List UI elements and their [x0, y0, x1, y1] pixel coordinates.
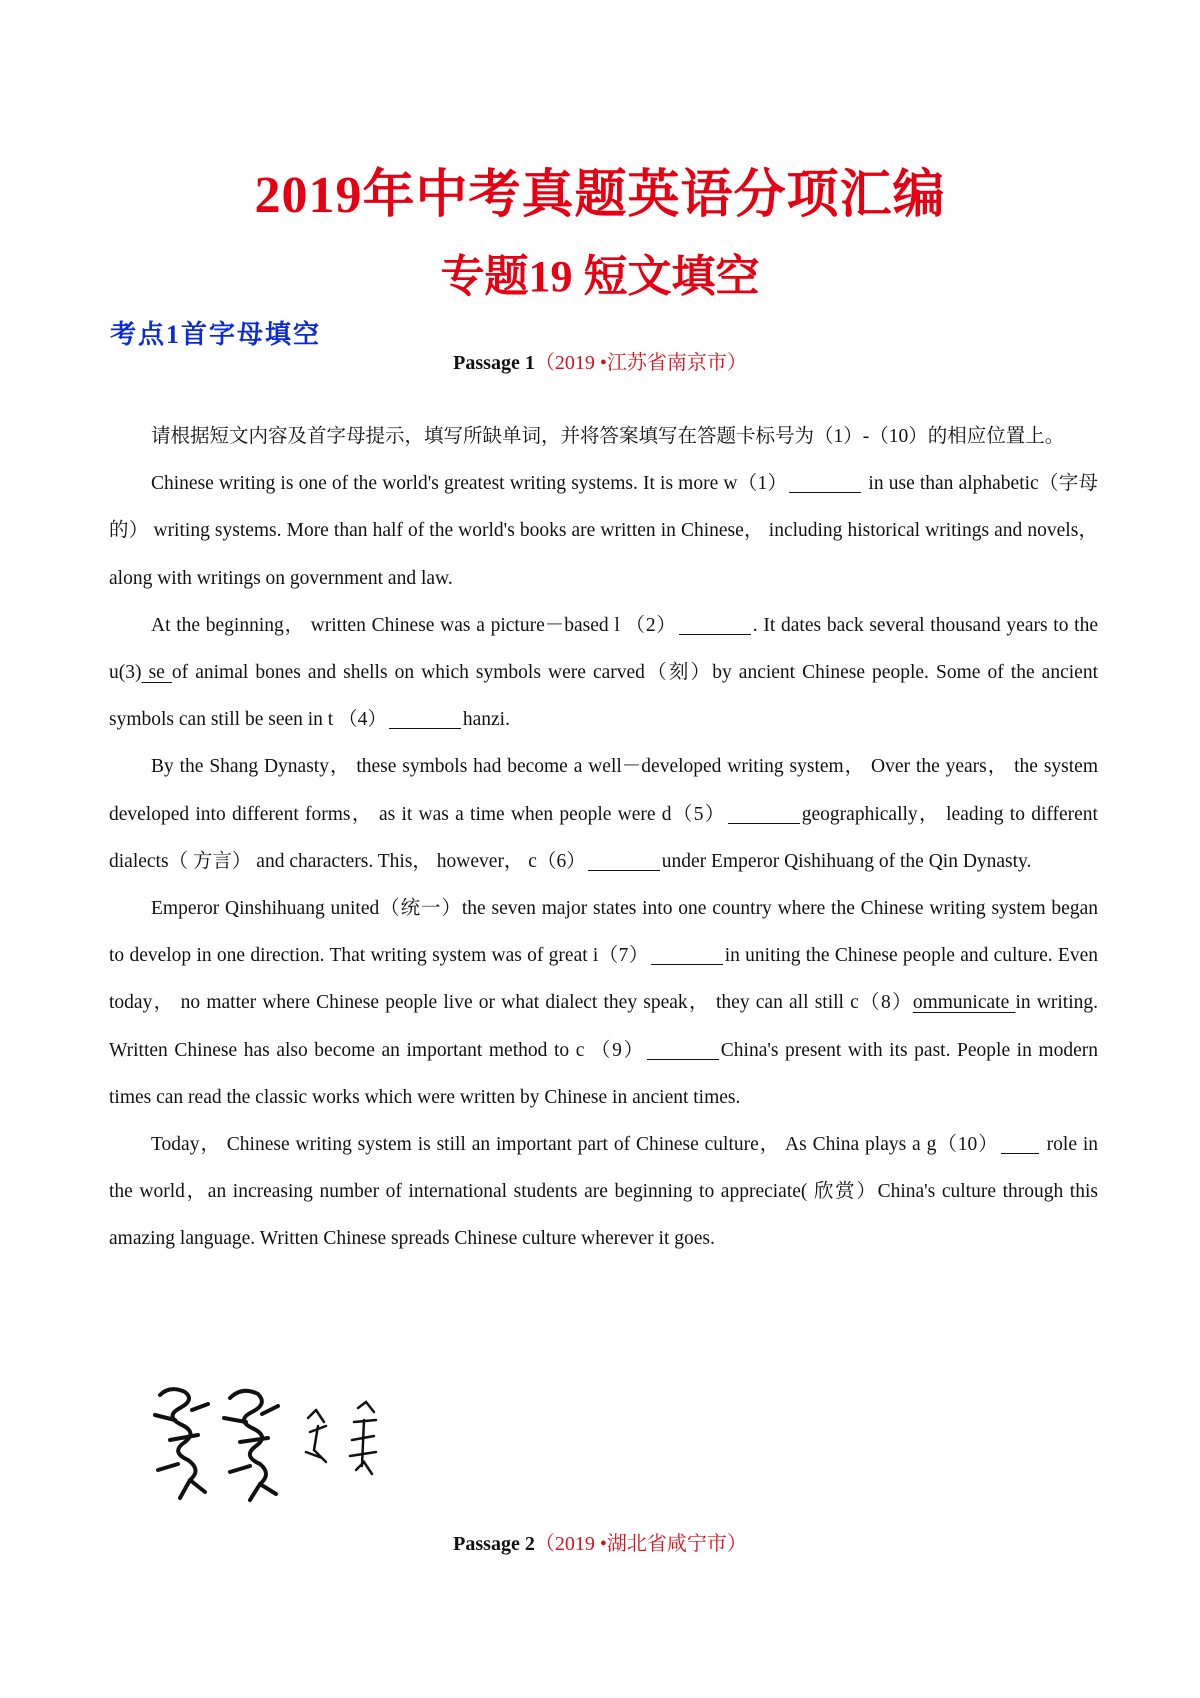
passage2-heading	[0, 1527, 1200, 1556]
blank-4	[389, 709, 461, 730]
blank-7	[651, 945, 723, 966]
blank-2	[679, 614, 751, 635]
blank-5	[728, 803, 800, 824]
blank-9	[647, 1039, 719, 1060]
oracle-bone-characters-image	[150, 1380, 400, 1510]
instruction-paragraph: 请根据短文内容及首字母提示，填写所缺单词，并将答案填写在答题卡标号为（1）-（10）的相应位置上。	[151, 426, 1065, 447]
paragraph-2: At the beginning， written Chinese was a picture－based l （2） . It dates back several thousand years to the u(3) se of animal bones and shells on which symbols were carved（刻）by ancient Chinese people. Some of the ancient symbols can still be seen in t （4） hanzi.	[109, 614, 1098, 731]
paragraph-4: Emperor Qinshihuang united（统一）the seven major states into one country where the Chinese writing system began to develop in one direction. That writing system was of great i（7） in uniting the Chinese people and culture. Even today， no matter where Chinese people live or what dialect they speak， they can all still c（8）ommunicate in writing. Written Chinese has also become an important method to c （9） China's present with its past. People in modern times can read the classic works which were written by Chinese in ancient times.	[109, 898, 1099, 1108]
passage1-heading	[0, 346, 1200, 375]
blank-1	[789, 473, 861, 494]
passage2-source: （2019 •湖北省咸宁市）	[534, 1533, 747, 1555]
page-subtitle: 专题19 短文填空	[440, 252, 760, 301]
paragraph-1: Chinese writing is one of the world's greatest writing systems. It is more w（1） in use than alphabetic（字母的） writing systems. More than half of the world's books are written in Chinese， including historical writings and novels， along with writings on government and law.	[109, 473, 1098, 589]
page-title: 2019年中考真题英语分项汇编	[254, 167, 946, 224]
blank-10	[1001, 1134, 1039, 1155]
filled-answer-3: se	[141, 662, 172, 684]
passage2-label: Passage 2	[453, 1533, 535, 1555]
blank-6	[588, 850, 660, 871]
section-heading: 考点1首字母填空	[110, 320, 322, 349]
passage1-label: Passage 1	[453, 352, 535, 374]
paragraph-5: Today， Chinese writing system is still an important part of Chinese culture， As China plays a g（10） role in the world，an increasing number of international students are beginning to appreciate( 欣赏）China's culture through this amazing language. Written Chinese spreads Chinese culture wherever it goes.	[109, 1134, 1099, 1250]
passage1-body	[109, 413, 1098, 1263]
paragraph-3: By the Shang Dynasty， these symbols had become a well－developed writing system， Over the years， the system developed into different forms， as it was a time when people were d（5） geographically， leading to different dialects（ 方言） and characters. This， however， c（6） under Emperor Qishihuang of the Qin Dynasty.	[109, 756, 1098, 872]
filled-answer-8: ommunicate	[912, 992, 1016, 1014]
passage1-source: （2019 •江苏省南京市）	[534, 352, 747, 374]
